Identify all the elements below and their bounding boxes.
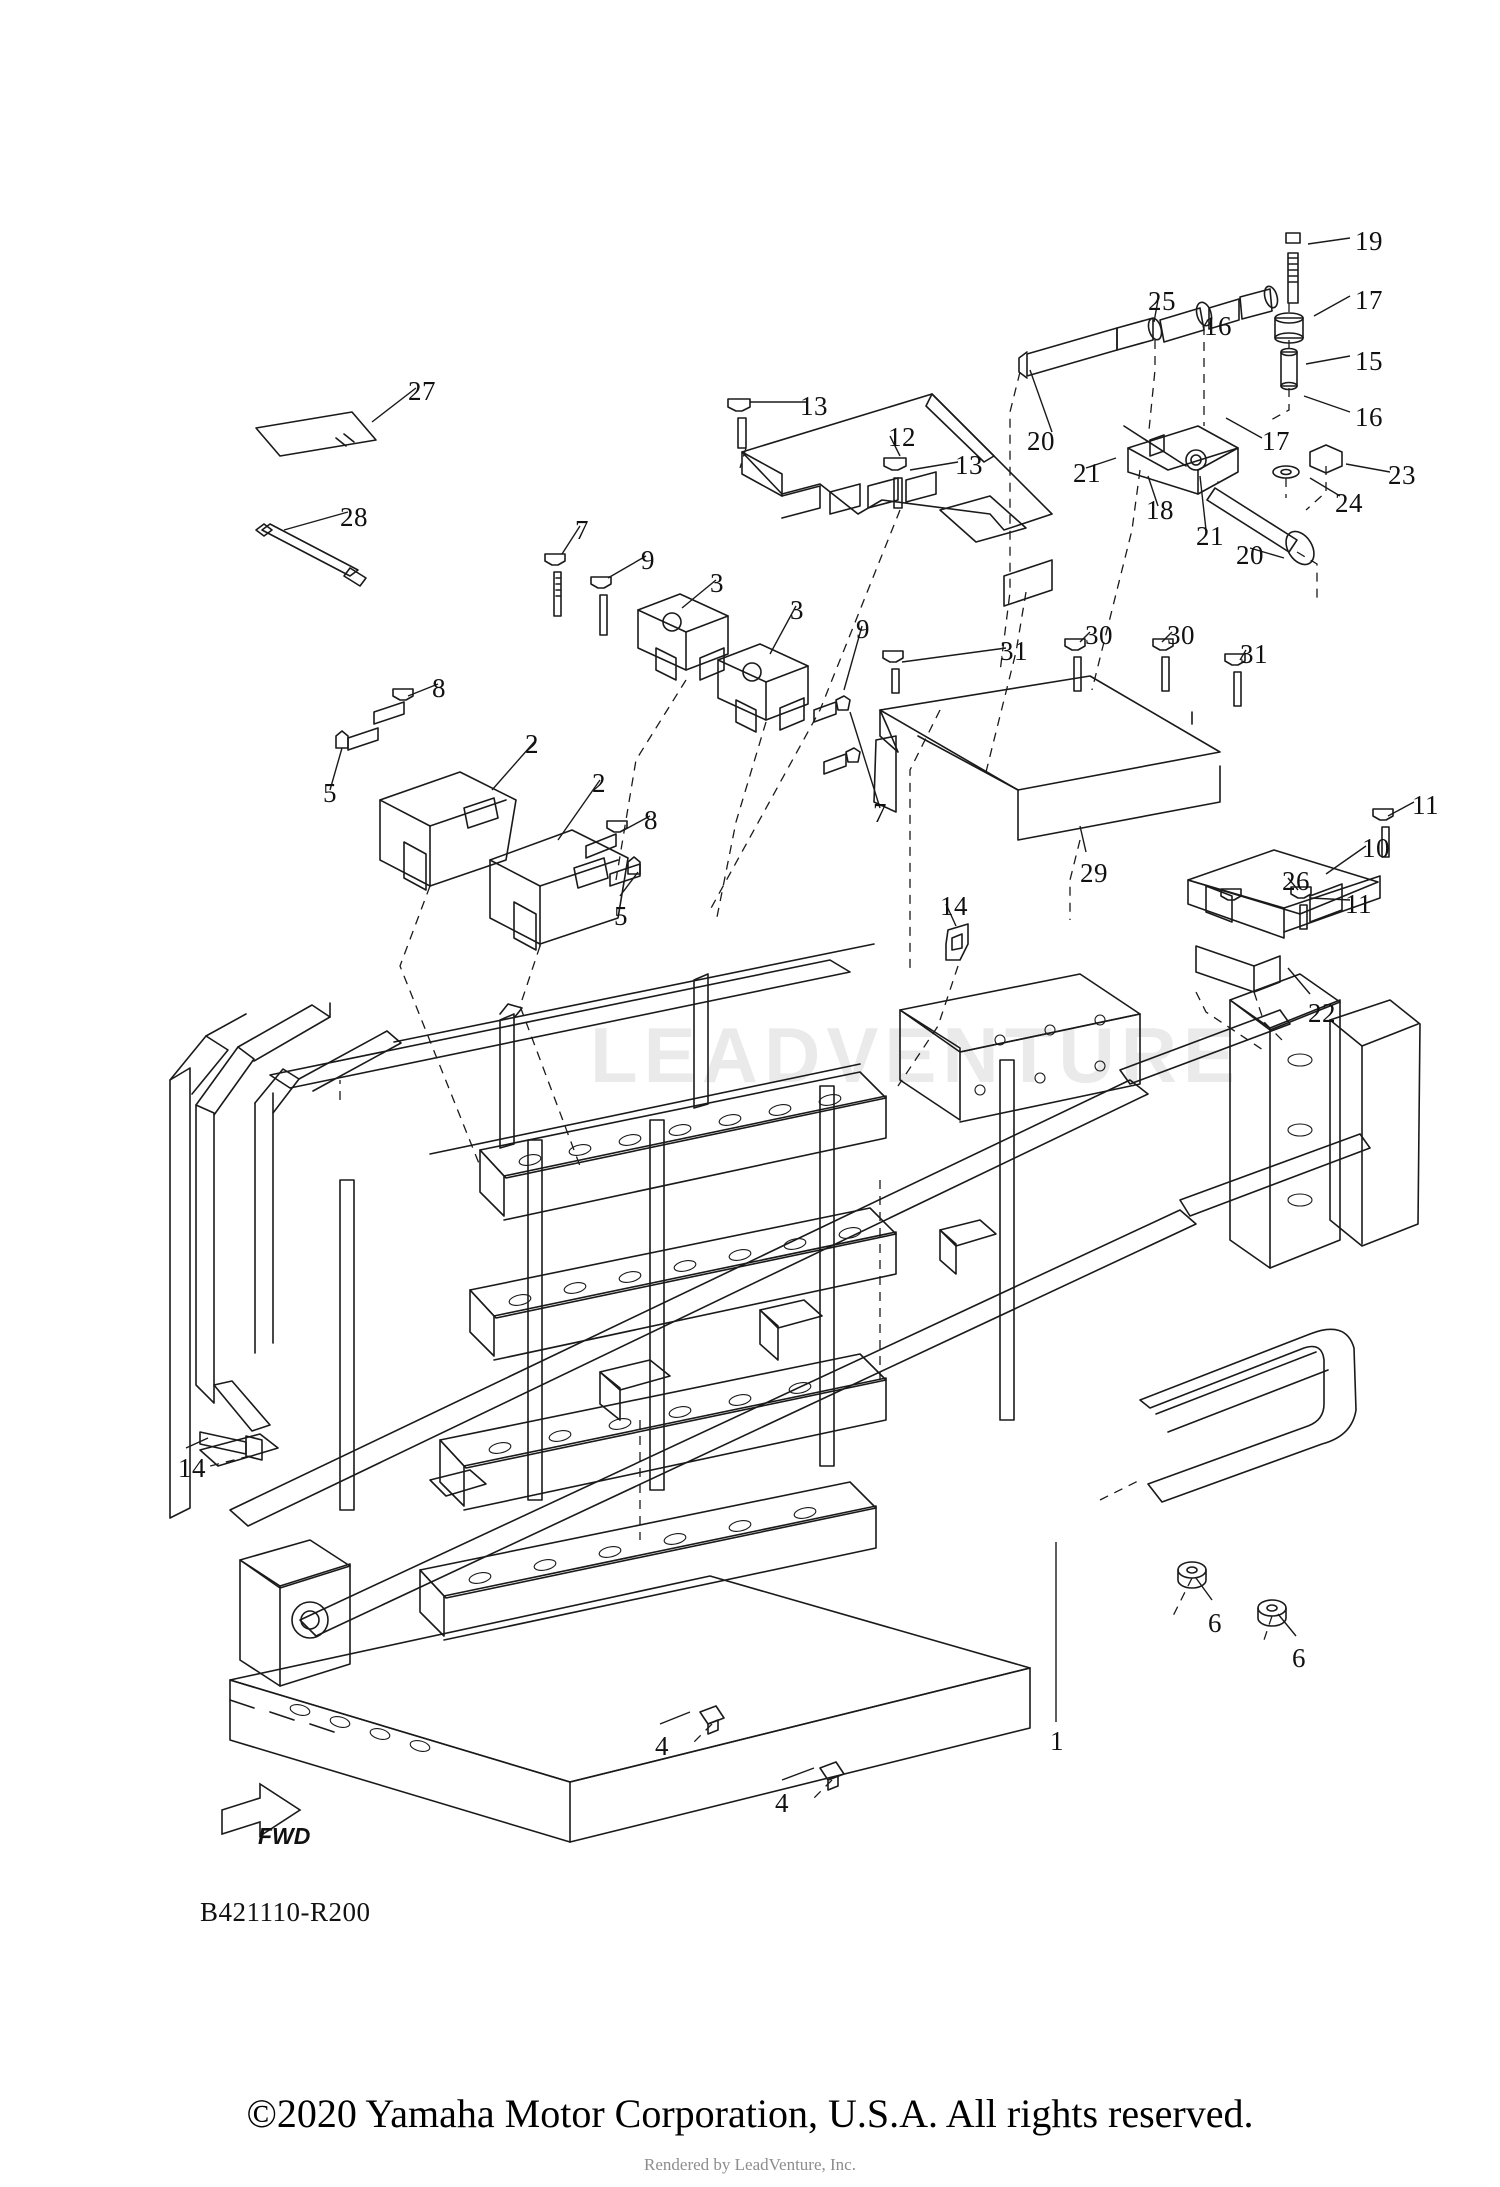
callout-4a: 4 xyxy=(655,1731,669,1761)
callout-12: 12 xyxy=(888,422,916,452)
rendered-by-text: Rendered by LeadVenture, Inc. xyxy=(644,2155,856,2174)
callout-2a: 2 xyxy=(525,729,539,759)
callout-25: 25 xyxy=(1148,286,1176,316)
part-code-label: B421110-R200 xyxy=(200,1897,371,1927)
callout-22: 22 xyxy=(1308,998,1336,1028)
callout-6b: 6 xyxy=(1292,1643,1306,1673)
callout-5a: 5 xyxy=(323,778,337,808)
callout-7b: 7 xyxy=(873,798,887,828)
callout-20b: 20 xyxy=(1236,540,1264,570)
callout-2b: 2 xyxy=(592,768,606,798)
callout-21b: 21 xyxy=(1196,521,1224,551)
callout-29: 29 xyxy=(1080,858,1108,888)
callout-15: 15 xyxy=(1355,346,1383,376)
callout-10: 10 xyxy=(1362,833,1390,863)
callout-21a: 21 xyxy=(1073,458,1101,488)
callout-28: 28 xyxy=(340,502,368,532)
callout-3a: 3 xyxy=(710,568,724,598)
callout-27: 27 xyxy=(408,376,436,406)
copyright-text: ©2020 Yamaha Motor Corporation, U.S.A. All rights reserved. xyxy=(246,2091,1254,2136)
callout-31b: 31 xyxy=(1240,639,1268,669)
callout-31a: 31 xyxy=(1000,636,1028,666)
callout-6a: 6 xyxy=(1208,1608,1222,1638)
callout-24: 24 xyxy=(1335,488,1363,518)
callout-16a: 16 xyxy=(1204,311,1232,341)
callout-11a: 11 xyxy=(1412,790,1439,820)
callout-9b: 9 xyxy=(856,614,870,644)
callout-20a: 20 xyxy=(1027,426,1055,456)
callout-11b: 11 xyxy=(1345,889,1372,919)
callout-30a: 30 xyxy=(1085,620,1113,650)
callout-14b: 14 xyxy=(178,1453,206,1483)
callout-5b: 5 xyxy=(614,901,628,931)
callout-17b: 17 xyxy=(1262,426,1290,456)
callout-23: 23 xyxy=(1388,460,1416,490)
callout-1: 1 xyxy=(1050,1726,1064,1756)
watermark-text: LEADVENTURE xyxy=(590,1011,1242,1099)
callout-13b: 13 xyxy=(955,450,983,480)
callout-13a: 13 xyxy=(800,391,828,421)
callout-26: 26 xyxy=(1282,866,1310,896)
callout-7a: 7 xyxy=(575,515,589,545)
callout-8a: 8 xyxy=(432,673,446,703)
callout-18: 18 xyxy=(1146,495,1174,525)
callout-17a: 17 xyxy=(1355,285,1383,315)
callout-16b: 16 xyxy=(1355,402,1383,432)
callout-19: 19 xyxy=(1355,226,1383,256)
callout-14a: 14 xyxy=(940,891,968,921)
callout-30b: 30 xyxy=(1167,620,1195,650)
callout-8b: 8 xyxy=(644,805,658,835)
callout-3b: 3 xyxy=(790,595,804,625)
callout-9a: 9 xyxy=(641,545,655,575)
fwd-direction-label: FWD xyxy=(258,1823,311,1849)
callout-4b: 4 xyxy=(775,1788,789,1818)
